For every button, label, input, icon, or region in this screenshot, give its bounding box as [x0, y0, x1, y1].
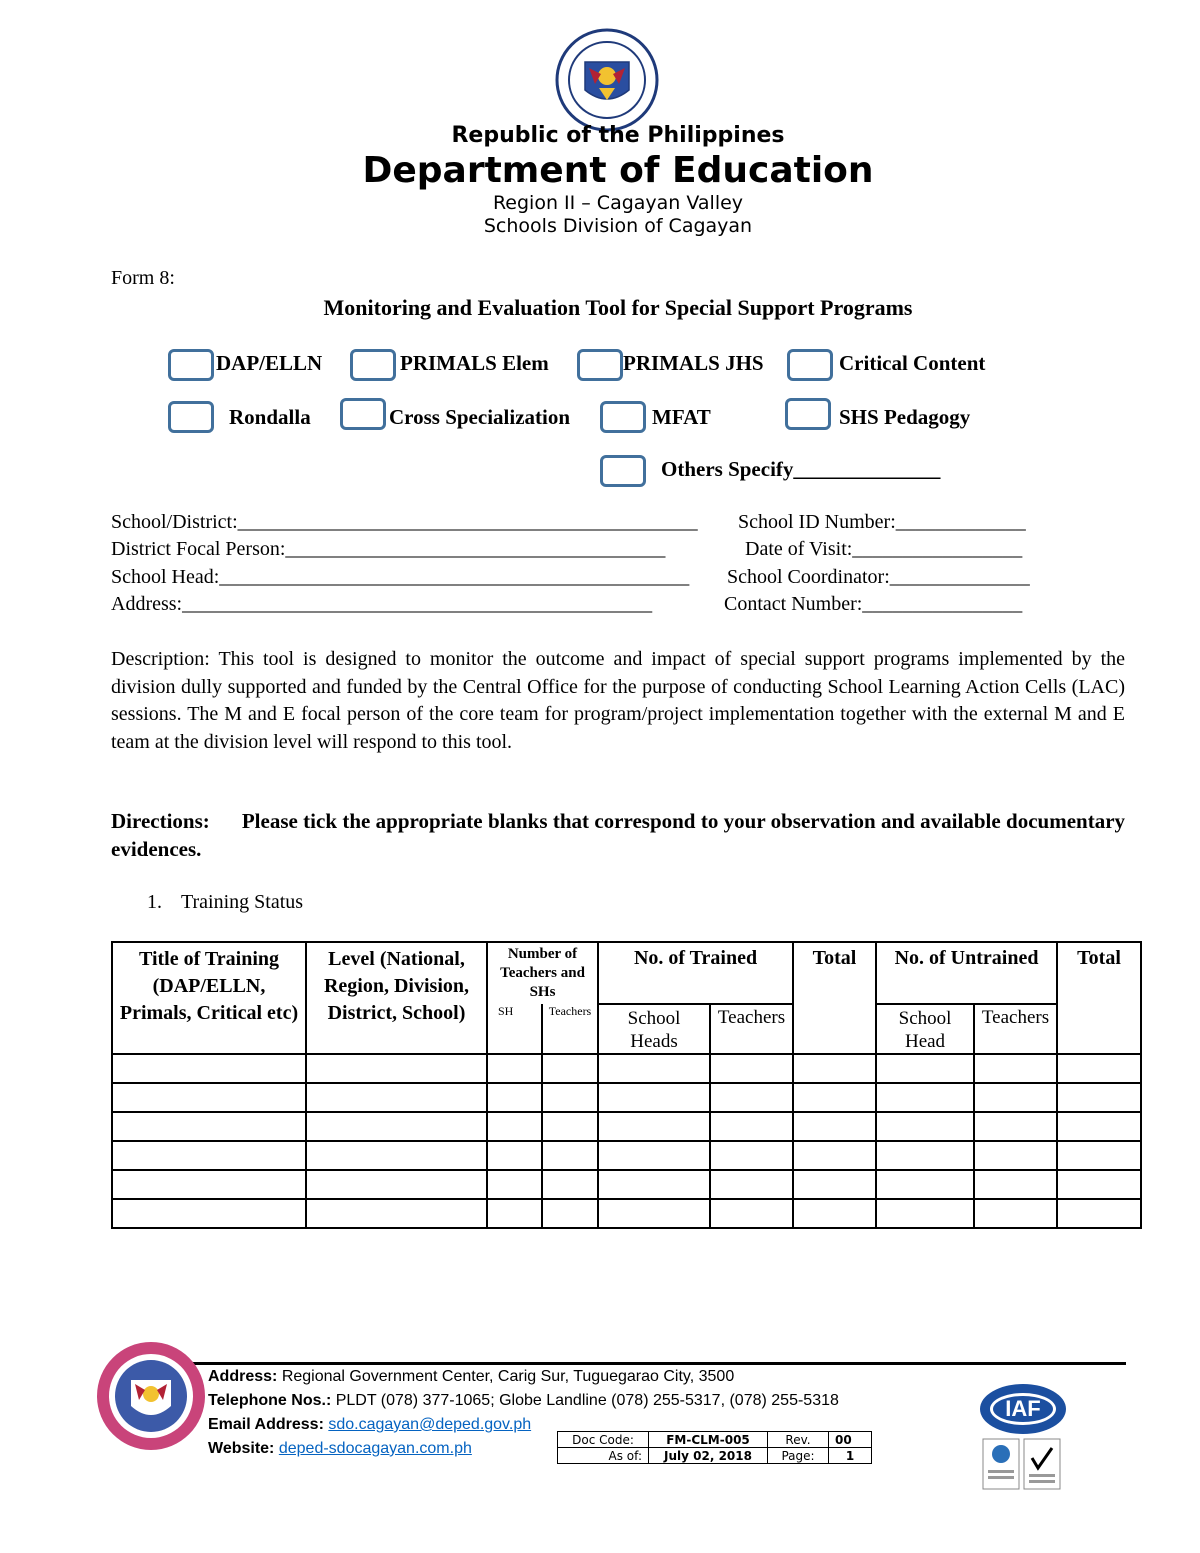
checkbox-label-primals-jhs: PRIMALS JHS — [623, 351, 764, 375]
as-of-value: July 02, 2018 — [649, 1448, 768, 1464]
table-row — [112, 1054, 1141, 1083]
header-number-of-teachers: Number of Teachers and SHs — [487, 942, 598, 1004]
checkbox-others[interactable] — [600, 455, 646, 487]
directions-paragraph — [111, 808, 1125, 863]
department-title: Department of Education — [362, 150, 874, 191]
header-no-of-trained: No. of Trained — [598, 942, 793, 1004]
page-label: Page: — [768, 1448, 829, 1464]
republic-title: Republic of the Philippines — [451, 123, 785, 148]
description-paragraph: Description: This tool is designed to monitor the outcome and impact of special support programs implemented by the division dully supported and funded by the Central Office for the purpose of conducting School Learning Action Cells (LAC) sessions. The M and E focal person of the core team for program/project implementation together with the external M and E team at the division level will respond to this tool. — [111, 648, 1125, 753]
training-status-table — [111, 941, 1142, 1229]
checkbox-label-shs-pedagogy: SHS Pedagogy — [839, 405, 971, 429]
page-value: 1 — [829, 1448, 872, 1464]
footer-divider — [112, 1362, 1126, 1365]
section-title: Training Status — [181, 891, 304, 913]
header-sh: SH — [487, 1004, 542, 1054]
checkbox-shs-pedagogy[interactable] — [785, 398, 831, 430]
footer-website: Website: deped-sdocagayan.com.ph — [208, 1440, 472, 1457]
rev-value: 00 — [829, 1432, 872, 1448]
school-head-field[interactable]: School Head:_______________________________________________ — [111, 566, 690, 588]
header-teachers-trained: Teachers — [710, 1004, 793, 1054]
header-school-head: School Head — [876, 1004, 974, 1054]
sdo-seal-logo — [95, 1340, 207, 1452]
certification-badge-icon — [982, 1438, 1062, 1490]
checkbox-critical-content[interactable] — [787, 349, 833, 381]
header-teachers-small: Teachers — [542, 1004, 598, 1054]
iaf-logo-text: IAF — [1005, 1396, 1041, 1421]
checkbox-label-cross-specialization: Cross Specialization — [389, 405, 571, 429]
division-subtitle: Schools Division of Cagayan — [483, 215, 753, 237]
checkbox-label-primals-elem: PRIMALS Elem — [400, 351, 549, 375]
rev-label: Rev. — [768, 1432, 829, 1448]
directions-text: Please tick the appropriate blanks that correspond to your observation and available documentary evidences. — [111, 809, 1126, 861]
table-row — [112, 1141, 1141, 1170]
doc-code-label: Doc Code: — [558, 1432, 649, 1448]
checkbox-dap-elln[interactable] — [168, 349, 214, 381]
header-total-trained: Total — [793, 942, 876, 1054]
checkbox-primals-jhs[interactable] — [577, 349, 623, 381]
checkbox-label-mfat: MFAT — [652, 405, 711, 429]
footer-telephone: Telephone Nos.: PLDT (078) 377-1065; Globe Landline (078) 255-5317, (078) 255-5318 — [208, 1392, 839, 1409]
contact-number-field[interactable]: Contact Number:________________ — [724, 593, 1023, 615]
checkbox-label-others: Others Specify______________ — [661, 457, 941, 481]
header-level: Level (National, Region, Division, District, School) — [306, 942, 487, 1054]
table-row — [112, 1170, 1141, 1199]
header-teachers-untrained: Teachers — [974, 1004, 1057, 1054]
iaf-logo — [978, 1382, 1068, 1436]
section-number: 1. — [147, 891, 162, 913]
directions-label: Directions: — [111, 809, 210, 833]
table-row — [112, 1112, 1141, 1141]
footer-email: Email Address: sdo.cagayan@deped.gov.ph — [208, 1416, 532, 1433]
checkbox-label-rondalla: Rondalla — [229, 405, 311, 429]
checkbox-cross-specialization[interactable] — [340, 398, 386, 430]
checkbox-label-dap-elln: DAP/ELLN — [216, 351, 323, 375]
focal-person-field[interactable]: District Focal Person:______________________________________ — [111, 538, 666, 560]
doc-control-table — [557, 1431, 872, 1464]
header-no-of-untrained: No. of Untrained — [876, 942, 1057, 1004]
checkbox-label-critical-content: Critical Content — [839, 351, 986, 375]
table-row — [112, 1083, 1141, 1112]
deped-seal-logo — [555, 28, 659, 132]
header-title-of-training: Title of Training (DAP/ELLN, Primals, Critical etc) — [112, 942, 306, 1054]
header-school-heads: School Heads — [598, 1004, 710, 1054]
website-link[interactable]: deped-sdocagayan.com.ph — [278, 1440, 472, 1457]
form-number: Form 8: — [111, 267, 175, 289]
email-link[interactable]: sdo.cagayan@deped.gov.ph — [328, 1416, 532, 1433]
checkbox-primals-elem[interactable] — [350, 349, 396, 381]
doc-code-value: FM-CLM-005 — [649, 1432, 768, 1448]
school-coordinator-field[interactable]: School Coordinator:______________ — [727, 566, 1030, 588]
as-of-label: As of: — [558, 1448, 649, 1464]
checkbox-rondalla[interactable] — [168, 401, 214, 433]
header-total-untrained: Total — [1057, 942, 1141, 1054]
school-id-field[interactable]: School ID Number:_____________ — [738, 511, 1026, 533]
form-title: Monitoring and Evaluation Tool for Special Support Programs — [323, 295, 913, 320]
table-row — [112, 1199, 1141, 1228]
date-visit-field[interactable]: Date of Visit:_________________ — [745, 538, 1023, 560]
address-field[interactable]: Address:_______________________________________________ — [111, 593, 653, 615]
checkbox-mfat[interactable] — [600, 401, 646, 433]
footer-address: Address: Regional Government Center, Carig Sur, Tuguegarao City, 3500 — [208, 1368, 735, 1385]
school-district-field[interactable]: School/District:______________________________________________ — [111, 511, 698, 533]
region-subtitle: Region II – Cagayan Valley — [492, 192, 744, 214]
